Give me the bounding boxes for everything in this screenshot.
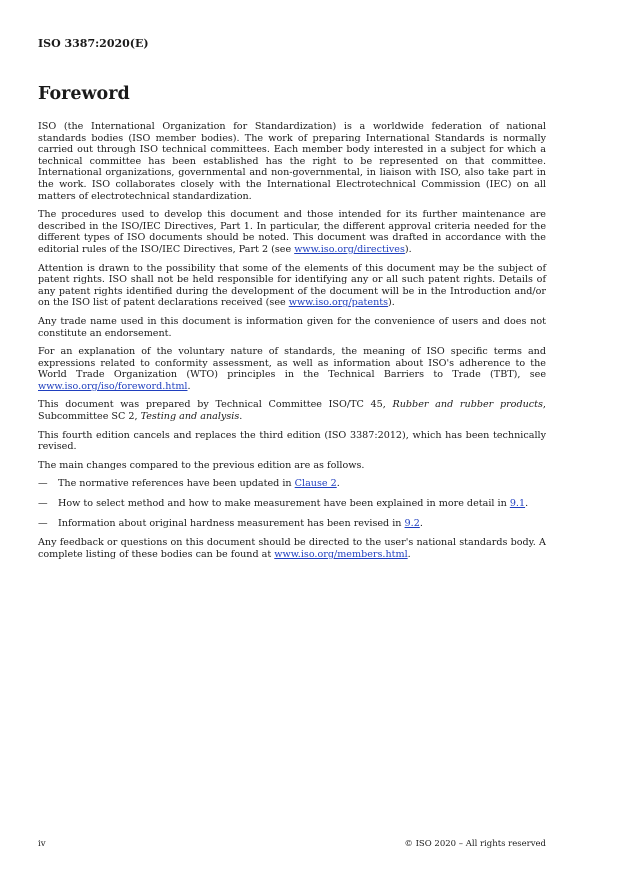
link-section-9-1[interactable]: 9.1 [509, 498, 526, 510]
paragraph-iso-intro: ISO (the International Organization for Standardization) is a worldwide federation of national standards bodies (ISO member bodies). The work of preparing International Standards is normally carried out through ISO technical committees. Each member body interested in a subject for which a technical committee has been established has the right to be represented on that committee. International organizations, governmental and non-governmental, in liaison with ISO, also take part in the work. ISO collaborates closely with the International Electrotechnical Commission (IEC) on all matters of electrotechnical standardization. [38, 121, 546, 202]
list-item: — Information about original hardness measurement has been revised in 9.2. [38, 517, 423, 529]
document-id: ISO 3387:2020(E) [38, 37, 149, 50]
copyright-notice: © ISO 2020 – All rights reserved [404, 839, 546, 849]
paragraph-main-changes: The main changes compared to the previous edition are as follows. [38, 459, 365, 471]
link-patents[interactable]: www.iso.org/patents [288, 297, 389, 309]
paragraph-trade-name: Any trade name used in this document is information given for the convenience of users and does not constitute an endorsement. [38, 315, 546, 339]
list-item: — The normative references have been updated in Clause 2. [38, 478, 340, 490]
paragraph-patents: Attention is drawn to the possibility that some of the elements of this document may be the subject of patent rights. ISO shall not be held responsible for identifying any or all such patent rights. Details of any patent rights identified during the development of the document will be in the Introduction and/or on the ISO list of patent declarations received (see www.iso.org/patents). [38, 262, 546, 309]
page-number: iv [38, 839, 46, 849]
paragraph-committee: This document was prepared by Technical Committee ISO/TC 45, Rubber and rubber products, Subcommittee SC 2, Testing and analysis. [38, 399, 546, 423]
link-members[interactable]: www.iso.org/members.html [274, 548, 408, 560]
link-clause-2[interactable]: Clause 2 [294, 478, 337, 490]
paragraph-voluntary-nature: For an explanation of the voluntary nature of standards, the meaning of ISO specific terms and expressions related to conformity assessment, as well as information about ISO's adherence to the World Trade Organization (WTO) principles in the Technical Barriers to Trade (TBT), see www.iso.org/iso/foreword.html. [38, 346, 546, 392]
link-foreword[interactable]: www.iso.org/iso/foreword.html [38, 380, 188, 392]
page-footer [38, 839, 546, 849]
dash-bullet-icon: — [38, 517, 48, 529]
dash-bullet-icon: — [38, 498, 48, 510]
document-page [38, 0, 546, 876]
paragraph-edition: This fourth edition cancels and replaces the third edition (ISO 3387:2012), which has been technically revised. [38, 429, 546, 453]
paragraph-feedback: Any feedback or questions on this document should be directed to the user's national standards body. A complete listing of these bodies can be found at www.iso.org/members.html. [38, 537, 546, 560]
page-title: Foreword [38, 84, 130, 104]
link-directives[interactable]: www.iso.org/directives [294, 243, 405, 255]
paragraph-procedures: The procedures used to develop this document and those intended for its further maintenance are described in the ISO/IEC Directives, Part 1. In particular, the different approval criteria needed for the different types of ISO documents should be noted. This document was drafted in accordance with the editorial rules of the ISO/IEC Directives, Part 2 (see www.iso.org/directives). [38, 209, 546, 255]
dash-bullet-icon: — [38, 478, 48, 490]
list-item: — How to select method and how to make measurement have been explained in more detail in 9.1. [38, 498, 529, 510]
foreword-body [38, 121, 546, 567]
link-section-9-2[interactable]: 9.2 [404, 517, 420, 529]
